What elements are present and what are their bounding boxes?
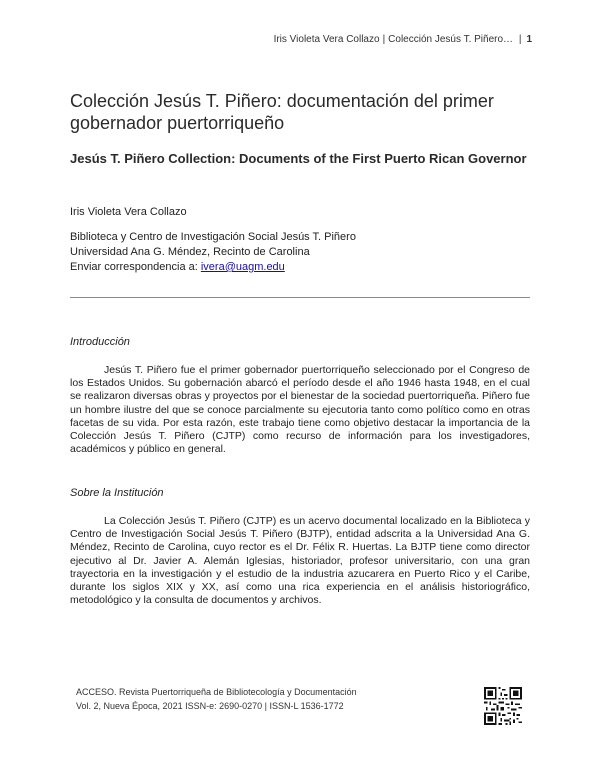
affiliation-university: Universidad Ana G. Méndez, Recinto de Carolina xyxy=(70,246,310,258)
qr-code-icon xyxy=(484,687,522,725)
section-title-introduction: Introducción xyxy=(70,336,130,348)
author-name: Iris Violeta Vera Collazo xyxy=(70,206,187,218)
horizontal-rule xyxy=(70,297,530,298)
journal-issue-info: Vol. 2, Nueva Época, 2021 ISSN-e: 2690-0270 | ISSN-L 1536-1772 xyxy=(76,701,344,711)
institution-paragraph: La Colección Jesús T. Piñero (CJTP) es un acervo documental localizado en la Biblioteca y Centro de Investigación Social Jesús T. Piñero (BJTP), entidad adscrita a la Universidad Ana G. Méndez, Recinto de Carolina, cuyo rector es el Dr. Félix R. Huertas. La BJTP tiene como director ejecutivo al Dr. Javier A. Alemán Iglesias, historiador, profesor universitario, con una gran trayectoria en la investigación y el estudio de la industria azucarera en Puerto Rico y el Caribe, durante los siglos XIX y XX, así como una rica experiencia en el análisis historiográfico, metodológico y la consulta de documentos y archivos. xyxy=(70,515,530,607)
header-author: Iris Violeta Vera Collazo xyxy=(273,34,380,45)
journal-name: ACCESO. Revista Puertorriqueña de Bibliotecología y Documentación xyxy=(76,687,357,697)
header-separator-2: | xyxy=(516,34,522,45)
correspondence xyxy=(70,260,356,275)
header-title: Colección Jesús T. Piñero… xyxy=(388,34,514,45)
affiliation-library: Biblioteca y Centro de Investigación Social Jesús T. Piñero xyxy=(70,231,356,243)
running-header xyxy=(274,34,532,45)
journal-footer xyxy=(76,685,357,713)
author-affiliation xyxy=(70,230,356,275)
header-separator: | xyxy=(382,34,386,45)
page-number: 1 xyxy=(526,34,532,45)
article-title-spanish: Colección Jesús T. Piñero: documentación del primer gobernador puertorriqueño xyxy=(70,91,494,133)
correspondence-email-link[interactable]: ivera@uagm.edu xyxy=(200,261,285,273)
section-title-institution: Sobre la Institución xyxy=(70,487,164,499)
correspondence-label: Enviar correspondencia a: xyxy=(70,261,201,273)
introduction-paragraph: Jesús T. Piñero fue el primer gobernador puertorriqueño seleccionado por el Congreso de los Estados Unidos. Su gobernación abarcó el período desde el año 1946 hasta 1948, en el cual se realizaron diversas obras y proyectos por el bienestar de la sociedad puertorriqueña. Piñero fue un hombre ilustre del que se conoce parcialmente su ejecutoria tanto como político como en otras facetas de su vida. Por esta razón, este trabajo tiene como objetivo destacar la importancia de la Colección Jesús T. Piñero (CJTP) como recurso de información para los investigadores, académicos y público en general. xyxy=(70,364,530,456)
article-title-english: Jesús T. Piñero Collection: Documents of the First Puerto Rican Governor xyxy=(70,151,527,166)
